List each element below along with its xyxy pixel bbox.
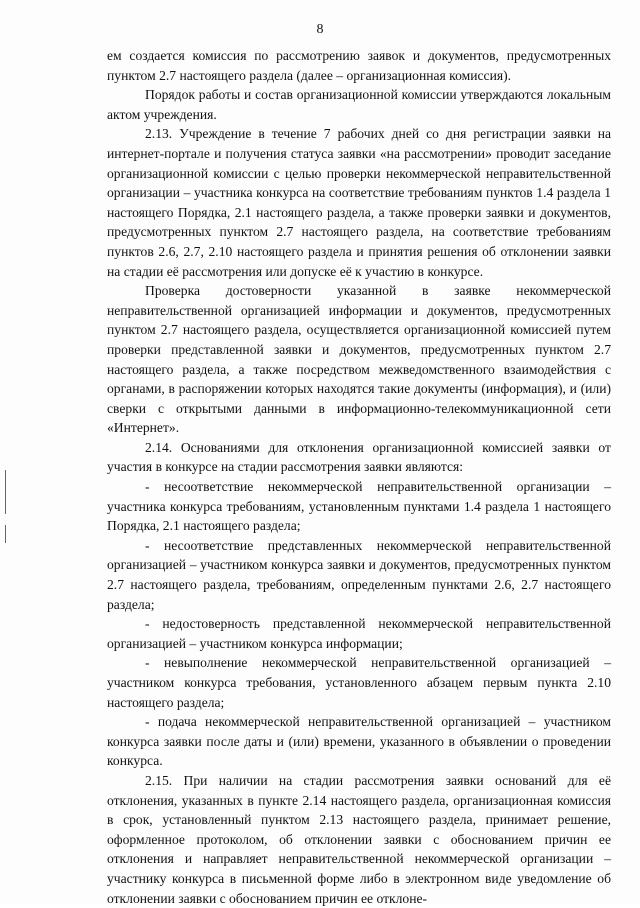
list-item: - несоответствие представленных некоммерческой неправительственной организацией – участником конкурса заявки и документов, предусмотренных пунктом 2.7 настоящего раздела, требованиям, определенным пунктами 2.6, 2.7 настоящего раздела; (107, 537, 611, 612)
list-item: - несоответствие некоммерческой неправительственной организации – участника конкурса требованиям, установленным пунктами 1.4 раздела 1 настоящего Порядка, 2.1 настоящего раздела; (107, 479, 611, 534)
document-body (107, 46, 611, 908)
list-item: - невыполнение некоммерческой неправительственной организацией – участником конкурса требования, установленного абзацем первым пункта 2.10 настоящего раздела; (107, 655, 611, 710)
paragraph: 2.13. Учреждение в течение 7 рабочих дней со дня регистрации заявки на интернет-портале и получения статуса заявки «на рассмотрении» проводит заседание организационной комиссии с целью проверки некоммерческой неправительственной организации – участника конкурса на соответствие требованиям пунктов 1.4 раздела 1 настоящего Порядка, 2.1 настоящего раздела, а также проверки заявки и документов, предусмотренных пунктом 2.7 настоящего раздела, на соответствие требованиям пунктов 2.6, 2.7, 2.10 настоящего раздела и принятия решения об отклонении заявки на стадии её рассмотрения или допуске её к участию в конкурсе. (107, 126, 611, 279)
paragraph: ем создается комиссия по рассмотрению заявок и документов, предусмотренных пунктом 2.7 настоящего раздела (далее – организационная комиссия). (107, 48, 611, 83)
paragraph: 2.15. При наличии на стадии рассмотрения заявки оснований для её отклонения, указанных в пункте 2.14 настоящего раздела, организационная комиссия в срок, установленный пунктом 2.13 настоящего раздела, принимает решение, оформленное протоколом, об отклонении заявки с обоснованием причин ее отклонения и направляет неправительственной некоммерческой организации – участнику конкурса в письменной форме либо в электронном виде уведомление об отклонении заявки с обоснованием причин ее отклоне- (107, 772, 611, 906)
scan-margin-mark (5, 525, 6, 543)
paragraph: 2.14. Основаниями для отклонения организационной комиссией заявки от участия в конкурсе на стадии рассмотрения заявки являются: (107, 439, 611, 475)
page-number: 8 (316, 22, 324, 37)
list-item: - подача некоммерческой неправительственной организацией – участником конкурса заявки после даты и (или) времени, указанного в объявлении о проведении конкурса. (107, 714, 611, 769)
list-item: - недостоверность представленной некоммерческой неправительственной организацией – участником конкурса информации; (107, 616, 611, 651)
scan-margin-mark (5, 470, 6, 514)
paragraph: Проверка достоверности указанной в заявке некоммерческой неправительственной организацией информации и документов, предусмотренных пунктом 2.7 настоящего раздела, осуществляется организационной комиссией путем проверки представленной заявки и документов, предусмотренных пунктом 2.7 настоящего раздела, а также посредством межведомственного взаимодействия с органами, в распоряжении которых находятся такие документы (информация), и (или) сверки с открытыми данными в информационно-телекоммуникационной сети «Интернет». (107, 283, 611, 436)
paragraph: Порядок работы и состав организационной комиссии утверждаются локальным актом учреждения. (107, 87, 611, 122)
